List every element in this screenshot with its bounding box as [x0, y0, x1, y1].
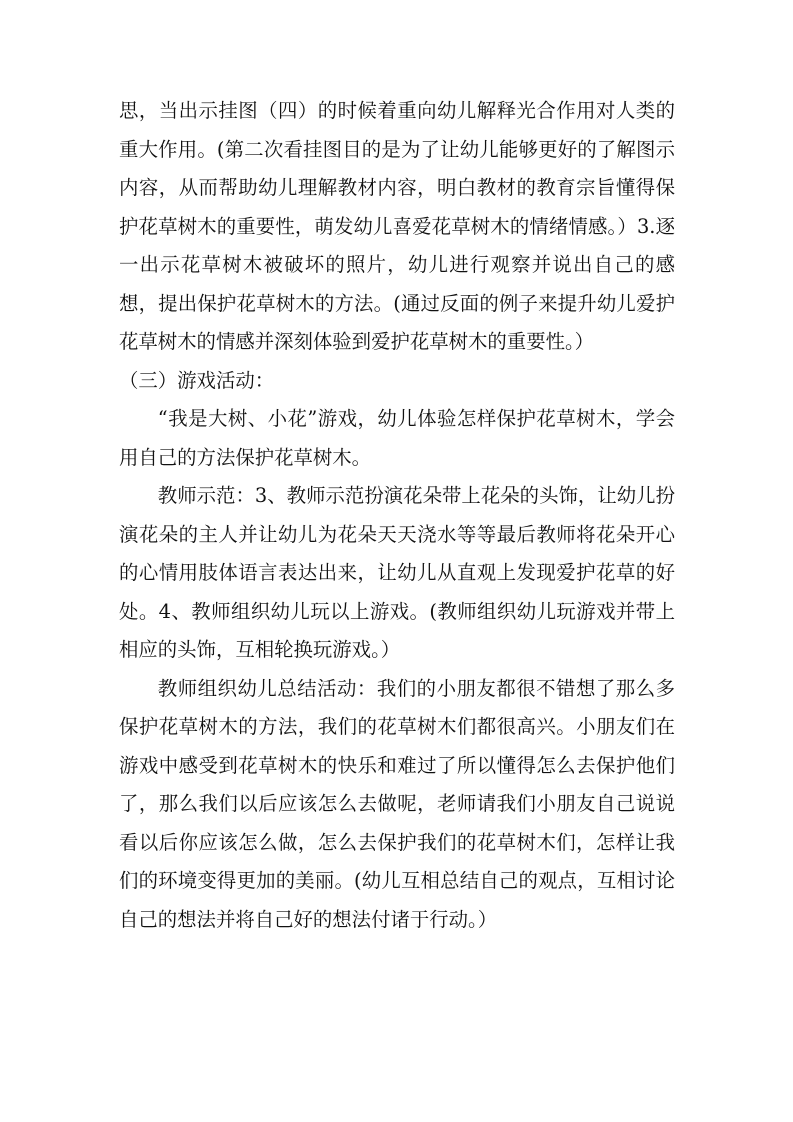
paragraph-teacher-demo: 教师示范：3、教师示范扮演花朵带上花朵的头饰，让幼儿扮演花朵的主人并让幼儿为花朵天天浇水等等最后教师将花朵开心的心情用肢体语言表达出来，让幼儿从直观上发现爱护花草的好处。4、教师组织幼儿玩以上游戏。(教师组织幼儿玩游戏并带上相应的头饰，互相轮换玩游戏。）	[119, 484, 675, 661]
document-page	[119, 92, 675, 939]
paragraph-game-intro: “我是大树、小花”游戏，幼儿体验怎样保护花草树木，学会用自己的方法保护花草树木。	[119, 407, 675, 469]
section-heading-game-activity: （三）游戏活动：	[119, 368, 275, 392]
paragraph-summary: 教师组织幼儿总结活动：我们的小朋友都很不错想了那么多保护花草树木的方法，我们的花草树木们都很高兴。小朋友们在游戏中感受到花草树木的快乐和难过了所以懂得怎么去保护他们了，那么我们以后应该怎么去做呢，老师请我们小朋友自己说说看以后你应该怎么做，怎么去保护我们的花草树木们，怎样让我们的环境变得更加的美丽。(幼儿互相总结自己的观点，互相讨论自己的想法并将自己好的想法付诸于行动。）	[119, 676, 675, 931]
paragraph-continued: 思，当出示挂图（四）的时候着重向幼儿解释光合作用对人类的重大作用。(第二次看挂图目的是为了让幼儿能够更好的了解图示内容，从而帮助幼儿理解教材内容，明白教材的教育宗旨懂得保护花草树木的重要性，萌发幼儿喜爱花草树木的情绪情感。）3.逐一出示花草树木被破坏的照片，幼儿进行观察并说出自己的感想，提出保护花草树木的方法。(通过反面的例子来提升幼儿爱护花草树木的情感并深刻体验到爱护花草树木的重要性。）	[119, 99, 675, 353]
